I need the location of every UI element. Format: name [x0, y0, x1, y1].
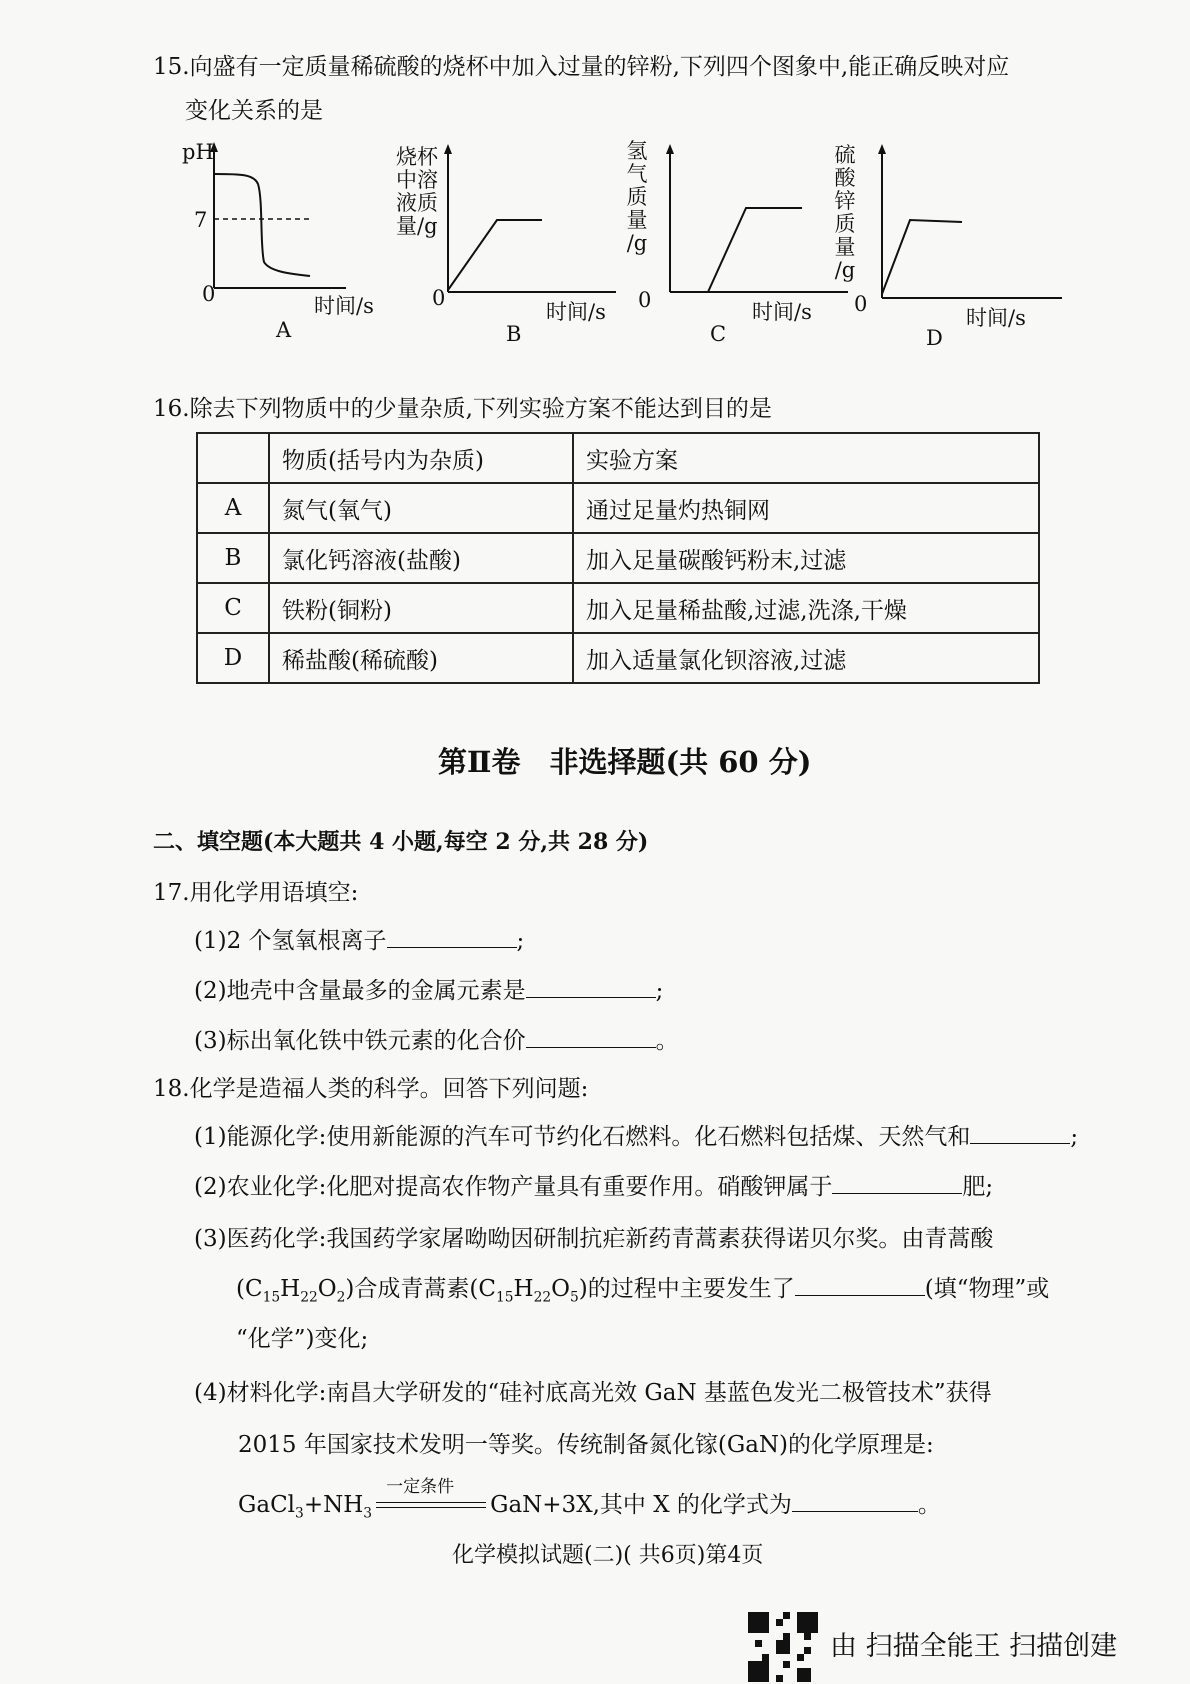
- graph-c-ylabel-char: 质: [626, 185, 648, 209]
- table-cell-method: 加入足量稀盐酸,过滤,洗涤,干燥: [573, 583, 1039, 633]
- q16-stem: 16.除去下列物质中的少量杂质,下列实验方案不能达到目的是: [153, 396, 772, 422]
- q17-item-3-end: 。: [655, 1028, 679, 1054]
- graph-c-ylabel-char: /g: [626, 231, 648, 255]
- graph-a-origin: 0: [202, 282, 216, 306]
- graph-b-xlabel: 时间/s: [546, 300, 606, 324]
- graph-d-ylabel-char: 质: [834, 212, 856, 236]
- answer-blank[interactable]: [832, 1169, 962, 1194]
- table-cell-method: 加入足量碳酸钙粉末,过滤: [573, 533, 1039, 583]
- graph-c-ylabel-char: 氢: [626, 139, 648, 163]
- q17-item-3: [194, 1022, 679, 1055]
- table-header-row: [197, 433, 1039, 483]
- q18-part-1-end: ;: [1070, 1124, 1079, 1150]
- graph-b-letter: B: [506, 322, 522, 346]
- answer-blank[interactable]: [970, 1119, 1070, 1144]
- q16-options-table: [196, 432, 1040, 684]
- table-cell-method: 加入适量氯化钡溶液,过滤: [573, 633, 1039, 683]
- graph-c-origin: 0: [638, 288, 652, 312]
- q18-part-3-line3: “化学”)变化;: [236, 1326, 369, 1352]
- equation-condition: 一定条件: [386, 1477, 455, 1497]
- graph-d-ylabel-char: /g: [834, 258, 856, 282]
- q18-part-1-text: (1)能源化学:使用新能源的汽车可节约化石燃料。化石燃料包括煤、天然气和: [194, 1124, 971, 1150]
- q17-item-2-end: ;: [655, 978, 664, 1004]
- q18-part-4-line2: 2015 年国家技术发明一等奖。传统制备氮化镓(GaN)的化学原理是:: [238, 1432, 934, 1458]
- q17-item-1-end: ;: [516, 928, 525, 954]
- answer-blank[interactable]: [792, 1487, 918, 1512]
- graph-c-ylabel-char: 气: [626, 162, 648, 186]
- graph-c-ylabel-char: 量: [626, 208, 648, 232]
- q15-stem-line2: 变化关系的是: [185, 98, 323, 124]
- q17-stem: 17.用化学用语填空:: [153, 880, 359, 906]
- table-cell-option: D: [197, 633, 269, 683]
- graph-d-letter: D: [926, 326, 943, 350]
- answer-blank[interactable]: [795, 1271, 925, 1296]
- table-cell-substance: 氯化钙溶液(盐酸): [269, 533, 573, 583]
- graph-a-ylabel: pH: [182, 140, 214, 164]
- q17-item-2-text: (2)地壳中含量最多的金属元素是: [194, 978, 526, 1004]
- graph-a-tick-7: 7: [194, 208, 208, 232]
- answer-blank[interactable]: [387, 923, 517, 948]
- qr-code-icon: [748, 1612, 818, 1682]
- q18-part-3-line1: (3)医药化学:我国药学家屠呦呦因研制抗疟新药青蒿素获得诺贝尔奖。由青蒿酸: [194, 1226, 994, 1252]
- q18-part-3-text: (填“物理”或: [924, 1276, 1050, 1302]
- equation-right: GaN+3X,其中 X 的化学式为: [490, 1492, 792, 1518]
- table-cell-substance: 铁粉(铜粉): [269, 583, 573, 633]
- equation-left: $GaCl_3+NH_3$: [238, 1492, 373, 1522]
- table-row: [197, 583, 1039, 633]
- graph-d-ylabel: [834, 144, 856, 282]
- table-cell-substance: 稀盐酸(稀硫酸): [269, 633, 573, 683]
- graph-d-xlabel: 时间/s: [966, 306, 1026, 330]
- scanner-watermark: 由 扫描全能王 扫描创建: [830, 1631, 1118, 1662]
- q15-stem-line1: 15.向盛有一定质量稀硫酸的烧杯中加入过量的锌粉,下列四个图象中,能正确反映对应: [153, 54, 1010, 80]
- table-row: [197, 483, 1039, 533]
- graph-c-letter: C: [710, 322, 727, 346]
- q18-part-2: [194, 1168, 993, 1201]
- graph-a-xlabel: 时间/s: [314, 294, 374, 318]
- graph-c-plot: [624, 138, 854, 348]
- q18-part-2-end: 肥;: [962, 1174, 994, 1200]
- graph-b-ylabel-line: 量/g: [396, 214, 438, 238]
- q18-part-3-text: )合成青蒿素(C: [345, 1276, 496, 1302]
- table-cell-option: A: [197, 483, 269, 533]
- graph-d-plot: [828, 138, 1068, 353]
- q18-part-4-line1: (4)材料化学:南昌大学研发的“硅衬底高光效 GaN 基蓝色发光二极管技术”获得: [194, 1380, 992, 1406]
- graph-d: [828, 138, 1068, 353]
- table-cell-substance: 氮气(氧气): [269, 483, 573, 533]
- table-row: [197, 633, 1039, 683]
- q17-item-3-text: (3)标出氧化铁中铁元素的化合价: [194, 1028, 526, 1054]
- graph-b: [392, 140, 622, 345]
- equation-arrow: [372, 1477, 490, 1516]
- q18-part-2-text: (2)农业化学:化肥对提高农作物产量具有重要作用。硝酸钾属于: [194, 1174, 833, 1200]
- fill-in-section-title: 二、填空题(本大题共 4 小题,每空 2 分,共 28 分): [153, 829, 649, 855]
- graph-d-ylabel-char: 量: [834, 235, 856, 259]
- table-header-cell: [197, 433, 269, 483]
- answer-blank[interactable]: [526, 1023, 656, 1048]
- table-cell-method: 通过足量灼热铜网: [573, 483, 1039, 533]
- q18-part-3-text: )的过程中主要发生了: [578, 1276, 795, 1302]
- q18-part-3-text: (C: [236, 1276, 263, 1302]
- graph-b-ylabel: [396, 146, 438, 238]
- q17-item-1: [194, 922, 524, 955]
- graph-d-ylabel-char: 锌: [834, 189, 856, 213]
- graph-c: [624, 138, 854, 348]
- graph-b-origin: 0: [432, 286, 446, 310]
- table-row: [197, 533, 1039, 583]
- table-header-cell: 物质(括号内为杂质): [269, 433, 573, 483]
- graph-a-letter: A: [276, 318, 292, 342]
- graph-d-ylabel-char: 酸: [834, 166, 856, 190]
- q17-item-2: [194, 972, 663, 1005]
- page-footer: 化学模拟试题(二)( 共6页)第4页: [452, 1543, 764, 1568]
- graph-d-origin: 0: [854, 292, 868, 316]
- graph-c-ylabel: [626, 140, 648, 255]
- q18-stem: 18.化学是造福人类的科学。回答下列问题:: [153, 1076, 589, 1102]
- graph-a: [180, 140, 374, 342]
- chemical-equation: [238, 1477, 941, 1522]
- graph-b-ylabel-line: 液质: [396, 191, 438, 215]
- graph-d-ylabel-char: 硫: [834, 143, 856, 167]
- graph-b-ylabel-line: 中溶: [396, 168, 438, 192]
- q18-part-1: [194, 1118, 1078, 1151]
- q17-item-1-text: (1)2 个氢氧根离子: [194, 928, 387, 954]
- graph-c-xlabel: 时间/s: [752, 300, 812, 324]
- section-2-title: 第Ⅱ卷 非选择题(共 60 分): [438, 745, 812, 779]
- answer-blank[interactable]: [526, 973, 656, 998]
- graph-b-ylabel-line: 烧杯: [396, 145, 438, 169]
- table-header-cell: 实验方案: [573, 433, 1039, 483]
- equation-end: 。: [917, 1492, 941, 1518]
- table-cell-option: C: [197, 583, 269, 633]
- table-cell-option: B: [197, 533, 269, 583]
- q18-part-3-line2: $(C_{15}H_{22}O_2)$合成青蒿素$(C_{15}H_{22}O_5)$的过程中主要发生了 (填“物理”或: [236, 1270, 1049, 1306]
